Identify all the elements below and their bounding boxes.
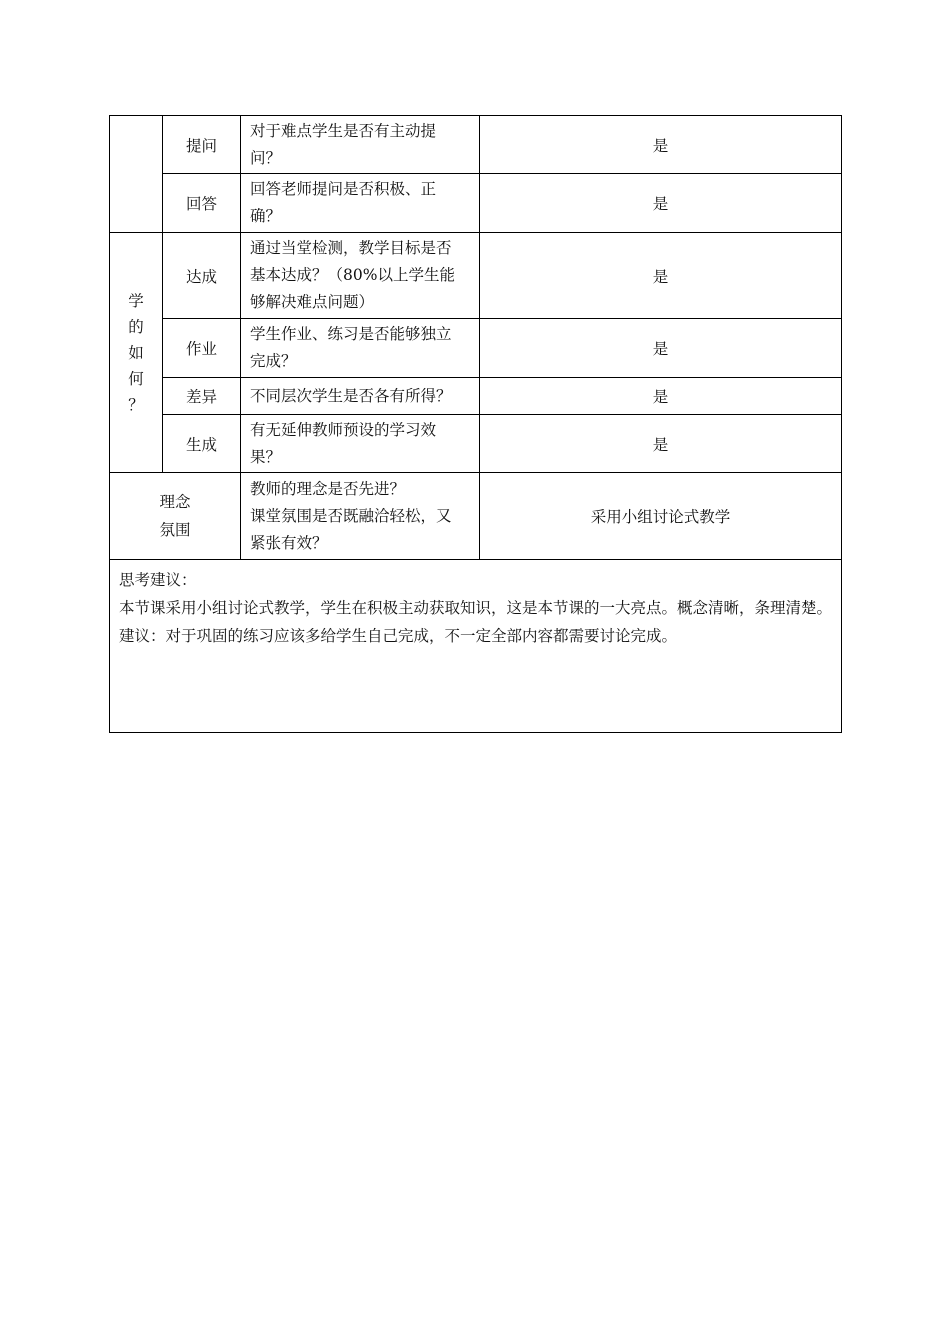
notes-paragraph: 本节课采用小组讨论式教学，学生在积极主动获取知识，这是本节课的一大亮点。概念清晰，条理清楚。 — [119, 599, 833, 617]
subcategory-cell: 达成 — [163, 233, 241, 319]
category-char: 学 — [128, 291, 144, 310]
criterion-line: 不同层次学生是否各有所得？ — [250, 386, 452, 405]
subcategory-cell: 差异 — [163, 378, 241, 415]
category-label-line: 理念 — [159, 493, 191, 511]
notes-paragraph: 建议：对于巩固的练习应该多给学生自己完成，不一定全部内容都需要讨论完成。 — [119, 627, 678, 645]
subcategory-cell: 回答 — [163, 174, 241, 233]
concept-category-cell — [110, 473, 241, 560]
criterion-line: 基本达成？（80%以上学生能 — [250, 266, 455, 284]
criterion-cell — [241, 233, 480, 319]
result-cell: 是 — [480, 378, 842, 415]
category-char: ？ — [128, 395, 144, 414]
result-cell: 采用小组讨论式教学 — [480, 473, 842, 560]
criterion-cell — [241, 473, 480, 560]
evaluation-table — [109, 115, 842, 733]
table-row — [110, 473, 842, 560]
notes-cell — [110, 560, 842, 733]
empty-category-cell — [110, 116, 163, 233]
criterion-line: 学生作业、练习是否能够独立 — [250, 325, 452, 343]
criterion-line: 紧张有效？ — [250, 533, 328, 552]
category-label-line: 氛围 — [159, 521, 191, 539]
result-cell: 是 — [480, 233, 842, 319]
criterion-line: 够解决难点问题） — [250, 293, 375, 311]
category-char: 何 — [128, 369, 144, 388]
table-row — [110, 378, 842, 415]
table-row — [110, 415, 842, 473]
table-row — [110, 174, 842, 233]
criterion-cell — [241, 174, 480, 233]
category-char: 的 — [128, 317, 144, 336]
notes-title: 思考建议： — [119, 571, 197, 589]
category-char: 如 — [128, 343, 144, 362]
result-cell: 是 — [480, 174, 842, 233]
table-row — [110, 116, 842, 174]
subcategory-cell: 作业 — [163, 319, 241, 378]
table-row — [110, 319, 842, 378]
criterion-line: 课堂氛围是否既融洽轻松，又 — [250, 506, 452, 525]
subcategory-cell: 提问 — [163, 116, 241, 174]
result-cell: 是 — [480, 319, 842, 378]
criterion-line: 回答老师提问是否积极、正 — [250, 180, 437, 198]
criterion-line: 有无延伸教师预设的学习效 — [250, 420, 437, 439]
criterion-cell — [241, 378, 480, 415]
criterion-cell — [241, 116, 480, 174]
criterion-line: 对于难点学生是否有主动提 — [250, 121, 437, 140]
criterion-line: 完成？ — [250, 352, 297, 370]
result-cell: 是 — [480, 116, 842, 174]
result-cell: 是 — [480, 415, 842, 473]
criterion-line: 问？ — [250, 148, 282, 167]
table-row — [110, 560, 842, 733]
table-row — [110, 233, 842, 319]
learning-category-cell — [110, 233, 163, 473]
subcategory-cell: 生成 — [163, 415, 241, 473]
criterion-line: 通过当堂检测，教学目标是否 — [250, 239, 452, 257]
criterion-line: 果？ — [250, 447, 282, 466]
criterion-line: 教师的理念是否先进？ — [250, 479, 406, 498]
criterion-cell — [241, 415, 480, 473]
criterion-line: 确？ — [250, 207, 282, 225]
criterion-cell — [241, 319, 480, 378]
